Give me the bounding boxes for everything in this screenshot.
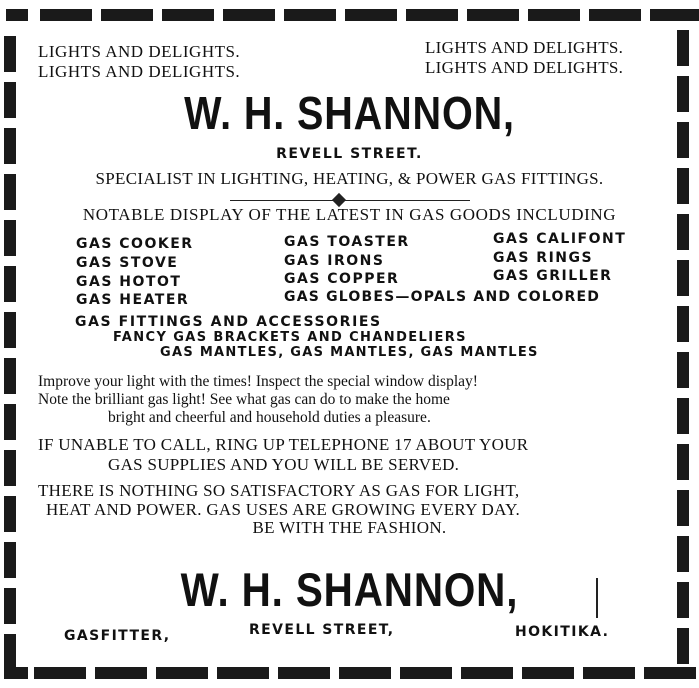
border-segment [339, 667, 391, 679]
border-segment [4, 266, 16, 302]
border-segment [677, 444, 689, 480]
top-right-line-2: LIGHTS AND DELIGHTS. [425, 58, 624, 77]
unable-line-1: IF UNABLE TO CALL, RING UP TELEPHONE 17 ABOUT YOUR [38, 435, 529, 454]
border-segment [4, 36, 16, 72]
border-segment [677, 306, 689, 342]
border-segment [4, 220, 16, 256]
border-segment [4, 667, 28, 679]
goods-col1-item: GAS HOTOT [76, 274, 182, 290]
border-segment [34, 667, 86, 679]
goods-brackets: FANCY GAS BRACKETS AND CHANDELIERS [113, 330, 467, 345]
border-segment [40, 9, 92, 21]
border-segment [677, 628, 689, 664]
border-segment [677, 30, 689, 66]
nothing-line-3: BE WITH THE FASHION. [252, 518, 447, 537]
improve-line-1: Improve your light with the times! Inspect the special window display! [38, 373, 478, 390]
goods-col1-item: GAS STOVE [76, 255, 179, 271]
goods-col2-item: GAS COPPER [284, 271, 400, 287]
border-segment [284, 9, 336, 21]
footer-town: HOKITIKA. [515, 624, 610, 640]
footer-name: W. H. SHANNON, [180, 563, 519, 616]
border-segment [589, 9, 641, 21]
border-segment [223, 9, 275, 21]
border-segment [666, 9, 688, 21]
top-left-line-1: LIGHTS AND DELIGHTS. [38, 42, 241, 61]
goods-col2-item: GAS TOASTER [284, 234, 410, 250]
notable-line: NOTABLE DISPLAY OF THE LATEST IN GAS GOODS INCLUDING [82, 205, 617, 224]
footer-name-wrap [0, 562, 699, 617]
border-segment [522, 667, 574, 679]
border-segment [400, 667, 452, 679]
header-name: W. H. SHANNON, [184, 87, 515, 139]
border-segment [4, 450, 16, 486]
nothing-line-2: HEAT AND POWER. GAS USES ARE GROWING EVERY DAY. [46, 500, 521, 519]
border-segment [528, 9, 580, 21]
goods-col1-item: GAS HEATER [76, 292, 190, 308]
border-segment [345, 9, 397, 21]
header-name-wrap [0, 86, 699, 140]
border-segment [4, 312, 16, 348]
border-segment [668, 667, 690, 679]
border-segment [4, 358, 16, 394]
border-segment [6, 9, 28, 21]
border-segment [677, 352, 689, 388]
goods-col2-item: GAS IRONS [284, 253, 385, 269]
goods-col1-item: GAS COOKER [76, 236, 194, 252]
border-segment [677, 260, 689, 296]
border-segment [278, 667, 330, 679]
border-segment [217, 667, 269, 679]
divider-rule [230, 200, 470, 201]
border-segment [461, 667, 513, 679]
goods-mantles: GAS MANTLES, GAS MANTLES, GAS MANTLES [160, 345, 539, 360]
border-segment [101, 9, 153, 21]
border-segment [156, 667, 208, 679]
goods-col3-item: GAS GRILLER [493, 268, 613, 284]
footer-gasfitter: GASFITTER, [64, 628, 171, 644]
footer-mark [596, 578, 598, 618]
top-left-line-2: LIGHTS AND DELIGHTS. [38, 62, 241, 81]
improve-line-2: Note the brilliant gas light! See what gas can do to make the home [38, 391, 450, 408]
top-right-line-1: LIGHTS AND DELIGHTS. [425, 38, 624, 57]
goods-col3-item: GAS RINGS [493, 250, 594, 266]
unable-line-2: GAS SUPPLIES AND YOU WILL BE SERVED. [108, 455, 460, 474]
border-segment [467, 9, 519, 21]
border-segment [4, 634, 16, 670]
header-street: REVELL STREET. [276, 146, 423, 162]
improve-line-3: bright and cheerful and household duties a pleasure. [108, 409, 431, 426]
border-segment [162, 9, 214, 21]
border-segment [95, 667, 147, 679]
goods-fittings: GAS FITTINGS AND ACCESSORIES [75, 314, 382, 330]
border-segment [406, 9, 458, 21]
goods-col2-item: GAS GLOBES—OPALS AND COLORED [284, 289, 601, 305]
footer-street: REVELL STREET, [249, 622, 395, 638]
border-segment [4, 404, 16, 440]
specialist-line: SPECIALIST IN LIGHTING, HEATING, & POWER GAS FITTINGS. [95, 169, 604, 188]
goods-col3-item: GAS CALIFONT [493, 231, 627, 247]
nothing-line-1: THERE IS NOTHING SO SATISFACTORY AS GAS FOR LIGHT, [38, 481, 520, 500]
border-segment [583, 667, 635, 679]
border-segment [677, 398, 689, 434]
